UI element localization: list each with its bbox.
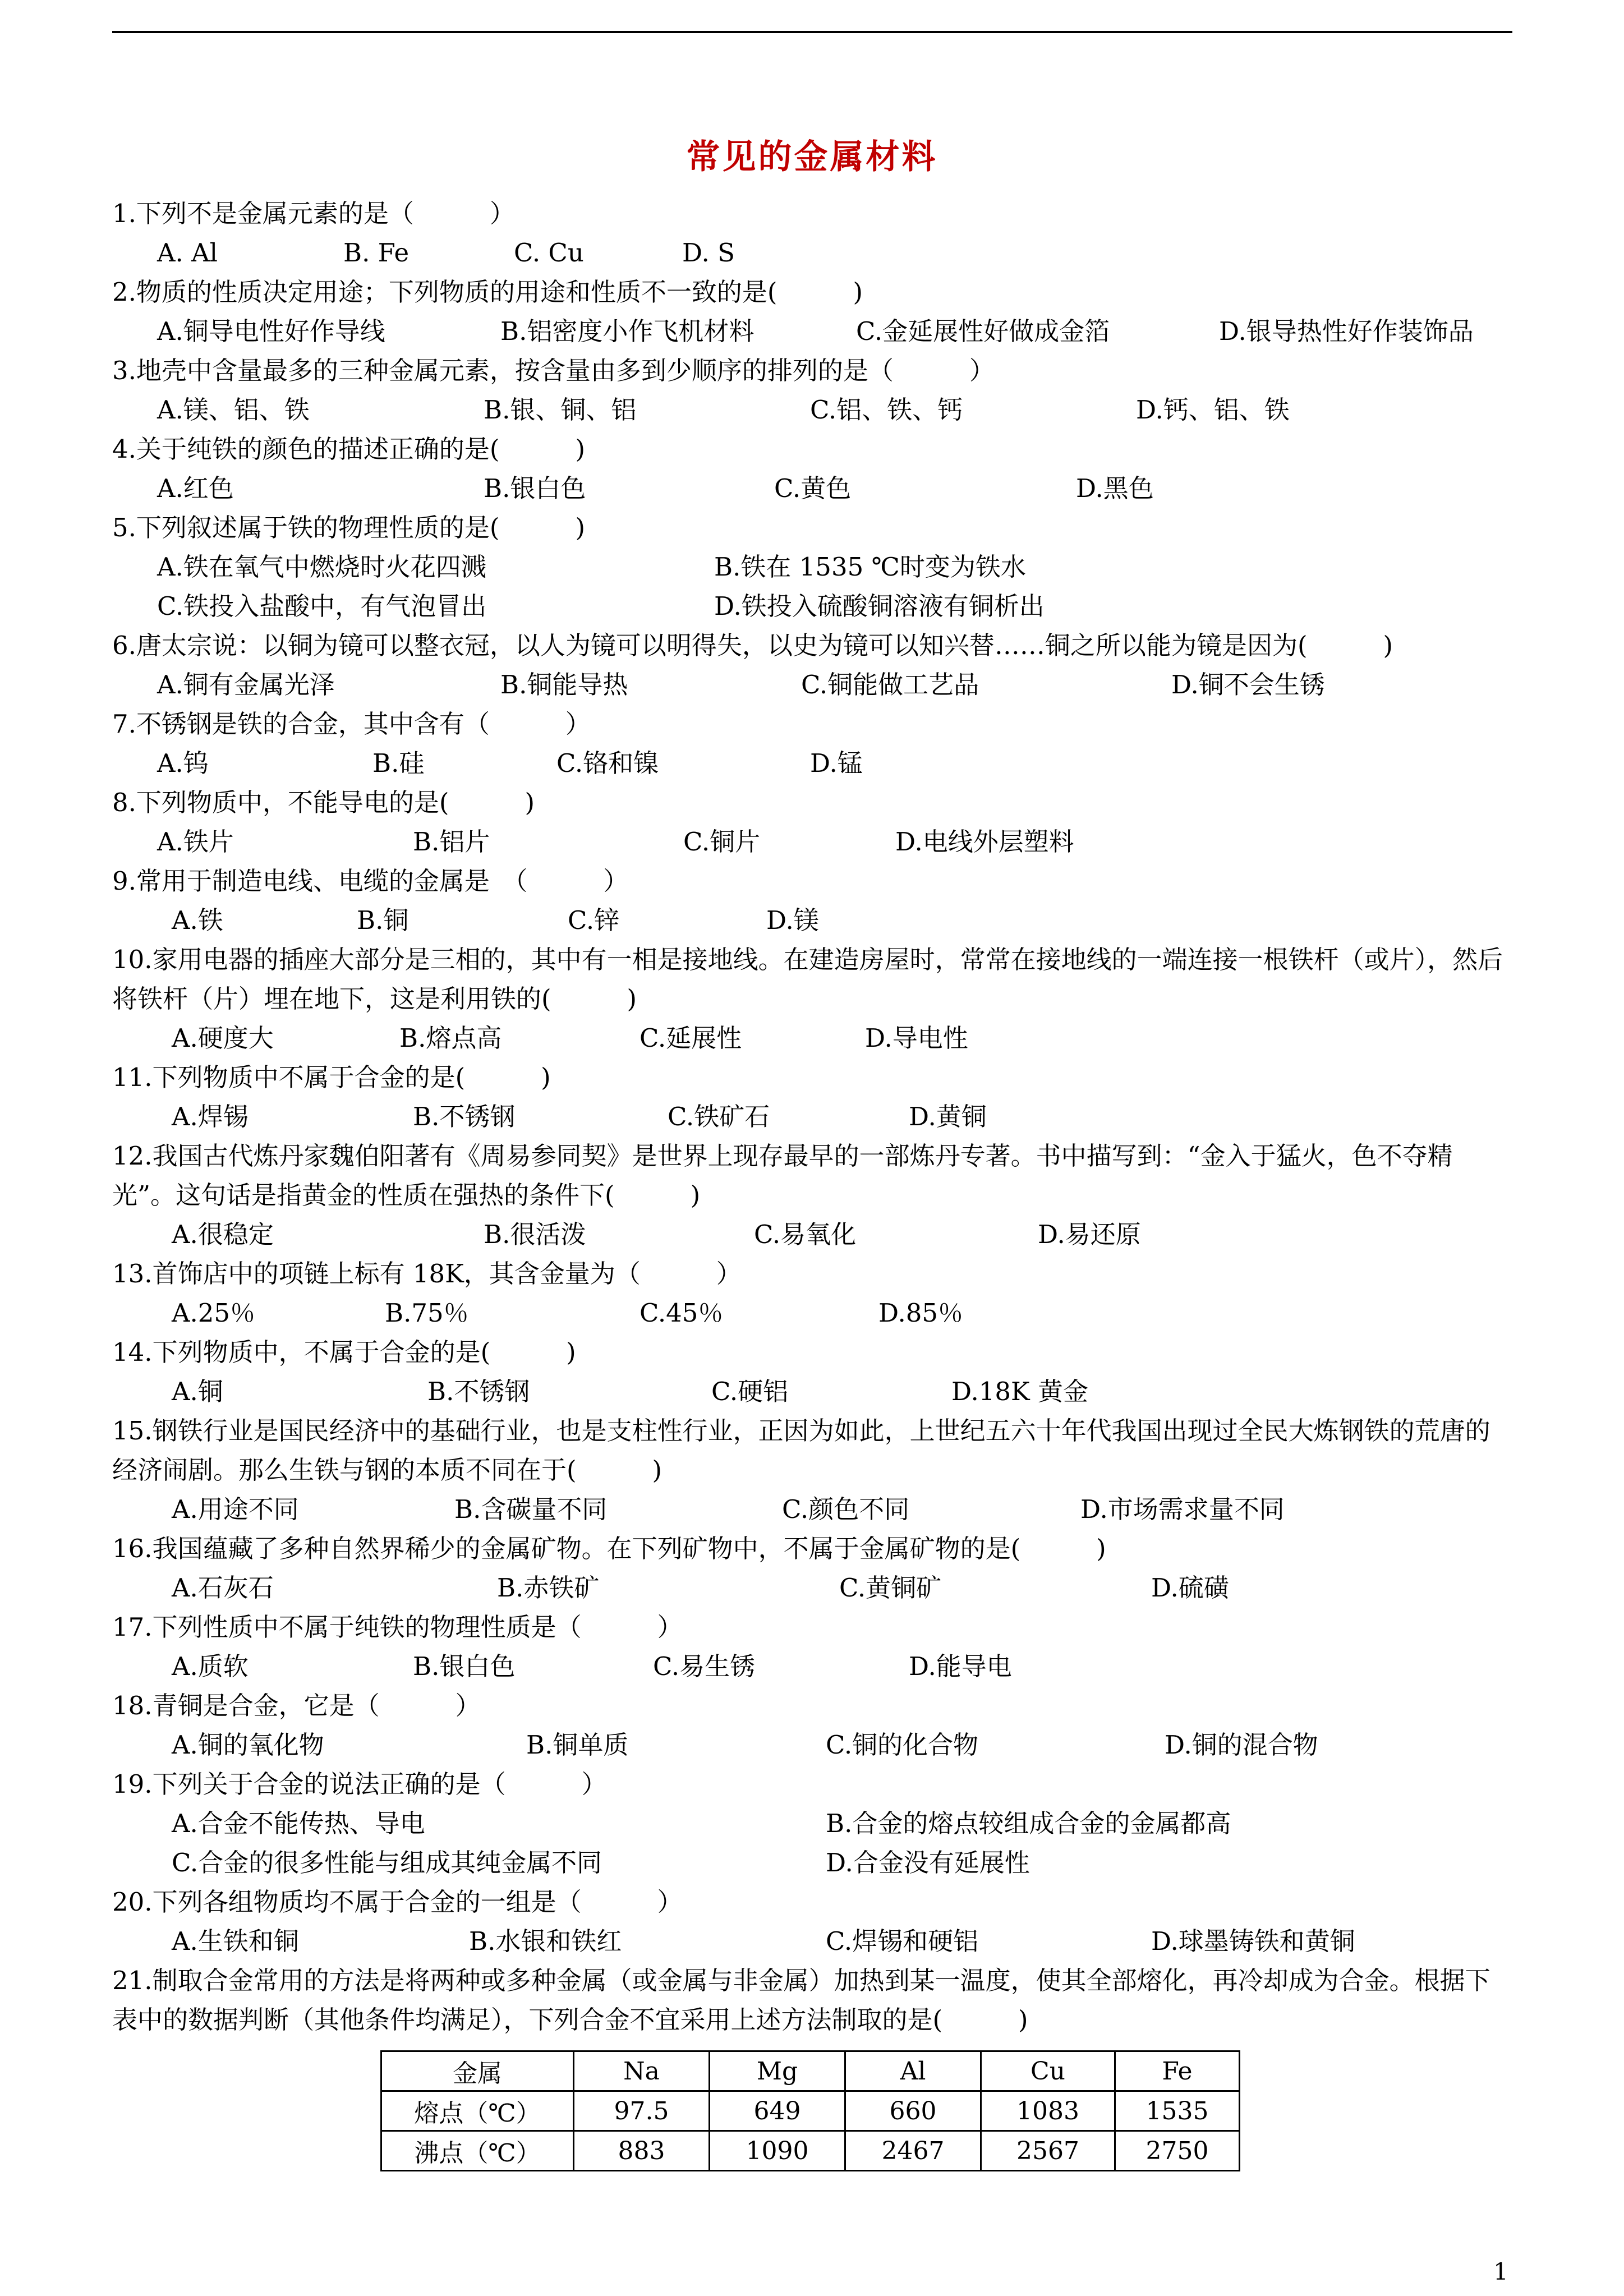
option-a: A.铜 bbox=[172, 1377, 223, 1406]
option-c: C.黄色 bbox=[774, 473, 852, 503]
options bbox=[112, 1215, 1515, 1254]
option-d: D.合金没有延展性 bbox=[826, 1848, 1030, 1878]
options bbox=[112, 1922, 1515, 1961]
option-b: B.银白色 bbox=[413, 1651, 516, 1681]
option-c: C.延展性 bbox=[640, 1023, 742, 1053]
option-d: D.易还原 bbox=[1038, 1220, 1141, 1249]
option-c: C.锌 bbox=[568, 905, 620, 935]
option-d: D.能导电 bbox=[909, 1651, 1012, 1681]
option-b: B.含碳量不同 bbox=[454, 1494, 608, 1524]
option-c: C.合金的很多性能与组成其纯金属不同 bbox=[172, 1848, 602, 1878]
options bbox=[112, 1647, 1515, 1686]
option-c: C.黄铜矿 bbox=[839, 1573, 942, 1603]
question-10 bbox=[112, 940, 1515, 1058]
options bbox=[112, 1097, 1515, 1137]
question-21 bbox=[112, 1961, 1515, 2040]
option-a: A.焊锡 bbox=[172, 1102, 249, 1131]
options bbox=[112, 1843, 1515, 1883]
question-text: 21.制取合金常用的方法是将两种或多种金属（或金属与非金属）加热到某一温度，使其全部熔化，再冷却成为合金。根据下表中的数据判断（其他条件均满足），下列合金不宜采用上述方法制取的是( ) bbox=[112, 1966, 1490, 2035]
question-8 bbox=[112, 783, 1515, 862]
question-text: 16.我国蕴藏了多种自然界稀少的金属矿物。在下列矿物中，不属于金属矿物的是( ) bbox=[112, 1534, 1106, 1563]
option-d: D.钙、铝、铁 bbox=[1136, 395, 1290, 425]
question-list bbox=[112, 194, 1515, 2040]
option-d: D.银导热性好作装饰品 bbox=[1219, 316, 1474, 346]
question-16 bbox=[112, 1529, 1515, 1608]
table-header-cell: Mg bbox=[710, 2051, 845, 2091]
table-row-label: 沸点（℃） bbox=[381, 2131, 574, 2171]
question-text: 6.唐太宗说：以铜为镜可以整衣冠，以人为镜可以明得失，以史为镜可以知兴替……铜之所以能为镜是因为( ) bbox=[112, 631, 1393, 660]
option-a: A.25％ bbox=[172, 1298, 256, 1328]
option-b: B.不锈钢 bbox=[427, 1377, 530, 1406]
question-text: 10.家用电器的插座大部分是三相的，其中有一相是接地线。在建造房屋时，常常在接地线的一端连接一根铁杆（或片），然后将铁杆（片）埋在地下，这是利用铁的( ) bbox=[112, 945, 1503, 1014]
option-a: A.铜的氧化物 bbox=[172, 1730, 324, 1760]
table-header-cell: Al bbox=[845, 2051, 981, 2091]
question-text: 7.不锈钢是铁的合金，其中含有（ ） bbox=[112, 709, 591, 739]
option-b: B.赤铁矿 bbox=[497, 1573, 600, 1603]
option-a: A.石灰石 bbox=[172, 1573, 274, 1603]
option-a: A.铜导电性好作导线 bbox=[157, 316, 385, 346]
options bbox=[112, 1294, 1515, 1333]
table-cell: 883 bbox=[574, 2131, 710, 2171]
options bbox=[112, 1372, 1515, 1411]
option-d: D.硫磺 bbox=[1151, 1573, 1229, 1603]
options bbox=[112, 1568, 1515, 1608]
option-c: C.铜能做工艺品 bbox=[801, 670, 979, 700]
table-row bbox=[381, 2131, 1240, 2171]
options bbox=[112, 744, 1515, 783]
table-cell: 2567 bbox=[981, 2131, 1115, 2171]
options bbox=[112, 233, 1515, 273]
table-header-cell: Fe bbox=[1115, 2051, 1240, 2091]
option-d: D.黄铜 bbox=[909, 1102, 987, 1131]
top-rule bbox=[112, 31, 1512, 33]
table-cell: 1090 bbox=[710, 2131, 845, 2171]
question-20 bbox=[112, 1883, 1515, 1961]
options bbox=[112, 587, 1515, 626]
table-header-cell: 金属 bbox=[381, 2051, 574, 2091]
question-text: 19.下列关于合金的说法正确的是（ ） bbox=[112, 1769, 607, 1799]
option-d: D.铜的混合物 bbox=[1165, 1730, 1318, 1760]
question-text: 15.钢铁行业是国民经济中的基础行业，也是支柱性行业，正因为如此，上世纪五六十年代我国出现过全民大炼钢铁的荒唐的经济闹剧。那么生铁与钢的本质不同在于( ) bbox=[112, 1416, 1490, 1485]
options bbox=[112, 469, 1515, 508]
question-9 bbox=[112, 862, 1515, 940]
question-15 bbox=[112, 1411, 1515, 1529]
option-d: D.导电性 bbox=[865, 1023, 968, 1053]
option-b: B.不锈钢 bbox=[413, 1102, 516, 1131]
option-b: B.熔点高 bbox=[399, 1023, 502, 1053]
question-text: 4.关于纯铁的颜色的描述正确的是( ) bbox=[112, 434, 586, 464]
option-c: C.铝、铁、钙 bbox=[810, 395, 963, 425]
option-d: D.市场需求量不同 bbox=[1080, 1494, 1285, 1524]
option-c: C.铜的化合物 bbox=[826, 1730, 979, 1760]
question-text: 3.地壳中含量最多的三种金属元素，按含量由多到少顺序的排列的是（ ） bbox=[112, 356, 995, 385]
option-b: B.75％ bbox=[385, 1298, 469, 1328]
option-a: A.钨 bbox=[157, 748, 209, 778]
table-cell: 2750 bbox=[1115, 2131, 1240, 2171]
table-cell: 660 bbox=[845, 2091, 981, 2131]
option-b: B.铜单质 bbox=[526, 1730, 629, 1760]
question-text: 5.下列叙述属于铁的物理性质的是( ) bbox=[112, 513, 586, 542]
option-b: B.铝片 bbox=[413, 827, 490, 857]
option-a: A.硬度大 bbox=[172, 1023, 274, 1053]
question-1 bbox=[112, 194, 1515, 273]
table-cell: 1083 bbox=[981, 2091, 1115, 2131]
option-a: A.红色 bbox=[157, 473, 234, 503]
option-a: A.铁 bbox=[172, 905, 223, 935]
question-text: 13.首饰店中的项链上标有 18K，其含金量为（ ） bbox=[112, 1259, 742, 1289]
option-c: C.铁矿石 bbox=[668, 1102, 770, 1131]
question-text: 17.下列性质中不属于纯铁的物理性质是（ ） bbox=[112, 1612, 683, 1642]
option-c: C.铁投入盐酸中，有气泡冒出 bbox=[157, 591, 487, 621]
metal-properties-table bbox=[380, 2050, 1240, 2171]
table-header-cell: Na bbox=[574, 2051, 710, 2091]
options bbox=[112, 1804, 1515, 1843]
table-cell: 97.5 bbox=[574, 2091, 710, 2131]
option-a: A.很稳定 bbox=[172, 1220, 274, 1249]
question-14 bbox=[112, 1333, 1515, 1411]
option-b: B.铜 bbox=[357, 905, 409, 935]
options bbox=[112, 665, 1515, 705]
option-d: D.黑色 bbox=[1076, 473, 1154, 503]
option-c: C. Cu bbox=[514, 238, 584, 268]
option-a: A.铁片 bbox=[157, 827, 234, 857]
option-c: C.45％ bbox=[640, 1298, 724, 1328]
question-7 bbox=[112, 705, 1515, 783]
option-b: B.铁在 1535 ℃时变为铁水 bbox=[714, 552, 1026, 582]
option-a: A.镁、铝、铁 bbox=[157, 395, 310, 425]
question-text: 14.下列物质中，不属于合金的是( ) bbox=[112, 1337, 576, 1367]
option-b: B.银白色 bbox=[484, 473, 586, 503]
table-cell: 649 bbox=[710, 2091, 845, 2131]
table-row bbox=[381, 2091, 1240, 2131]
question-text: 8.下列物质中，不能导电的是( ) bbox=[112, 788, 535, 817]
option-d: D.锰 bbox=[810, 748, 863, 778]
question-13 bbox=[112, 1254, 1515, 1333]
question-text: 20.下列各组物质均不属于合金的一组是（ ） bbox=[112, 1887, 683, 1917]
option-b: B.银、铜、铝 bbox=[484, 395, 637, 425]
option-a: A.质软 bbox=[172, 1651, 249, 1681]
question-2 bbox=[112, 273, 1515, 351]
table-cell: 2467 bbox=[845, 2131, 981, 2171]
question-4 bbox=[112, 430, 1515, 508]
question-18 bbox=[112, 1686, 1515, 1765]
option-c: C.硬铝 bbox=[711, 1377, 789, 1406]
question-3 bbox=[112, 351, 1515, 430]
option-c: C.金延展性好做成金箔 bbox=[856, 316, 1110, 346]
option-b: B. Fe bbox=[343, 238, 410, 268]
option-d: D.铜不会生锈 bbox=[1171, 670, 1325, 700]
question-6 bbox=[112, 626, 1515, 705]
option-a: A.生铁和铜 bbox=[172, 1926, 299, 1956]
options bbox=[112, 1726, 1515, 1765]
option-b: B.水银和铁红 bbox=[469, 1926, 622, 1956]
page-title: 常见的金属材料 bbox=[686, 137, 938, 177]
table-header-cell: Cu bbox=[981, 2051, 1115, 2091]
option-c: C.铜片 bbox=[683, 827, 761, 857]
option-a: A.合金不能传热、导电 bbox=[172, 1809, 425, 1838]
option-d: D.镁 bbox=[766, 905, 819, 935]
option-b: B.铝密度小作飞机材料 bbox=[500, 316, 755, 346]
option-a: A.铁在氧气中燃烧时火花四溅 bbox=[157, 552, 486, 582]
option-c: C.铬和镍 bbox=[556, 748, 659, 778]
options bbox=[112, 822, 1515, 862]
options bbox=[112, 390, 1515, 430]
option-c: C.颜色不同 bbox=[782, 1494, 910, 1524]
question-text: 11.下列物质中不属于合金的是( ) bbox=[112, 1062, 551, 1092]
option-d: D.85％ bbox=[878, 1298, 964, 1328]
page-number: 1 bbox=[1493, 2258, 1508, 2285]
question-text: 2.物质的性质决定用途；下列物质的用途和性质不一致的是( ) bbox=[112, 277, 863, 307]
option-d: D.18K 黄金 bbox=[951, 1377, 1088, 1406]
options bbox=[112, 312, 1515, 351]
options bbox=[112, 901, 1515, 940]
option-a: A. Al bbox=[157, 238, 218, 268]
table-row-label: 熔点（℃） bbox=[381, 2091, 574, 2131]
option-c: C.易氧化 bbox=[754, 1220, 857, 1249]
table-cell: 1535 bbox=[1115, 2091, 1240, 2131]
question-text: 9.常用于制造电线、电缆的金属是 （ ） bbox=[112, 866, 629, 896]
question-text: 18.青铜是合金，它是（ ） bbox=[112, 1691, 481, 1720]
option-a: A.用途不同 bbox=[172, 1494, 299, 1524]
option-b: B.铜能导热 bbox=[500, 670, 628, 700]
options bbox=[112, 1019, 1515, 1058]
option-d: D. S bbox=[682, 238, 735, 268]
options bbox=[112, 1490, 1515, 1529]
option-b: B.很活泼 bbox=[484, 1220, 586, 1249]
question-text: 12.我国古代炼丹家魏伯阳著有《周易参同契》是世界上现存最早的一部炼丹专著。书中描写到：“金入于猛火，色不夺精光”。这句话是指黄金的性质在强热的条件下( ) bbox=[112, 1141, 1453, 1210]
table-header-row bbox=[381, 2051, 1240, 2091]
option-c: C.焊锡和硬铝 bbox=[826, 1926, 979, 1956]
question-text: 1.下列不是金属元素的是（ ） bbox=[112, 199, 515, 228]
option-d: D.铁投入硫酸铜溶液有铜析出 bbox=[714, 591, 1045, 621]
question-5 bbox=[112, 508, 1515, 626]
option-c: C.易生锈 bbox=[653, 1651, 756, 1681]
options bbox=[112, 547, 1515, 587]
question-19 bbox=[112, 1765, 1515, 1883]
question-17 bbox=[112, 1608, 1515, 1686]
option-b: B.硅 bbox=[372, 748, 425, 778]
question-12 bbox=[112, 1137, 1515, 1254]
option-d: D.电线外层塑料 bbox=[895, 827, 1074, 857]
option-b: B.合金的熔点较组成合金的金属都高 bbox=[826, 1809, 1231, 1838]
option-d: D.球墨铸铁和黄铜 bbox=[1151, 1926, 1355, 1956]
question-11 bbox=[112, 1058, 1515, 1137]
option-a: A.铜有金属光泽 bbox=[157, 670, 335, 700]
